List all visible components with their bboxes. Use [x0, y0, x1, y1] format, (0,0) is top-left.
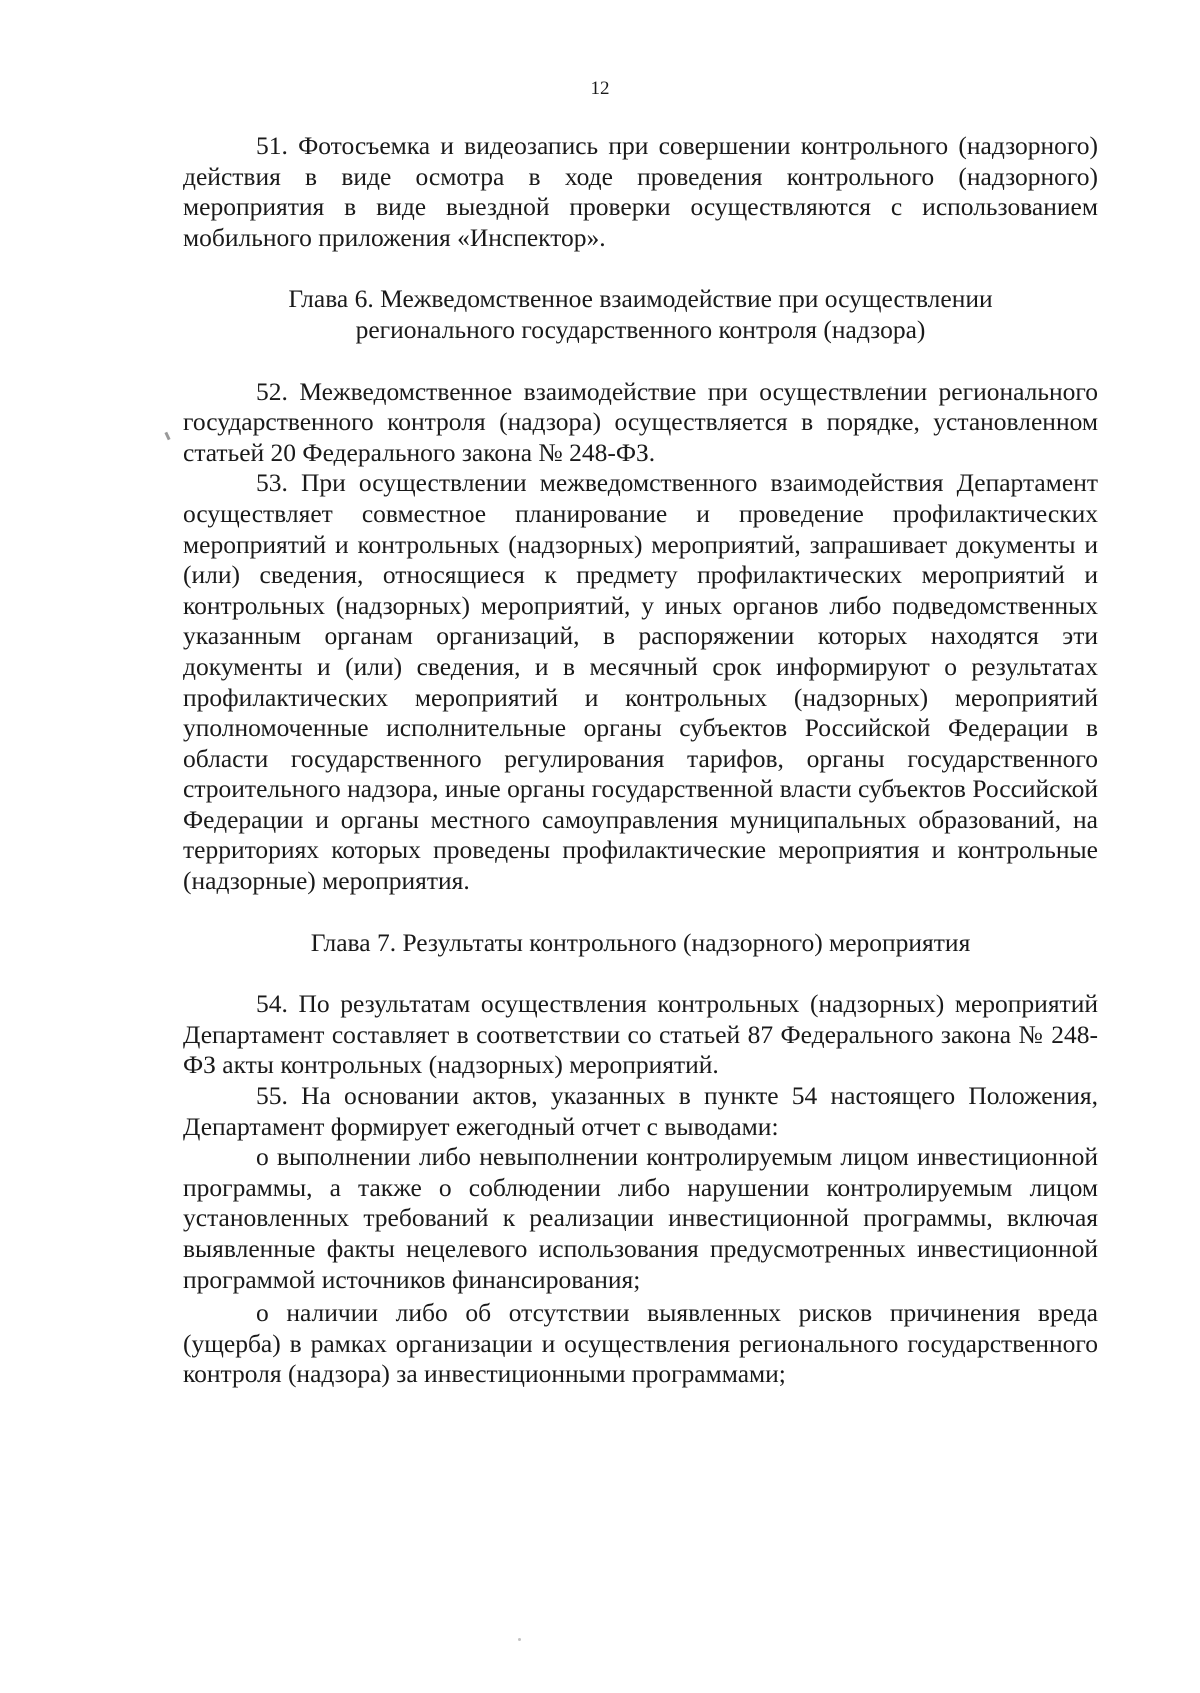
- scan-artifact: [164, 432, 170, 441]
- chapter-6-heading-line-1: Глава 6. Межведомственное взаимодействие при осуществлении: [288, 284, 993, 314]
- paragraph-52: 52. Межведомственное взаимодействие при осуществлении регионального государственного контроля (надзора) осуществляется в порядке, установленном статьей 20 Федерального закона № 248-ФЗ.: [183, 376, 1098, 467]
- scan-artifact: [518, 1638, 521, 1641]
- chapter-7-heading: Глава 7. Результаты контрольного (надзорного) мероприятия: [310, 927, 971, 957]
- paragraph-51: 51. Фотосъемка и видеозапись при совершении контрольного (надзорного) действия в виде осмотра в ходе проведения контрольного (надзорного) мероприятия в виде выездной проверки осуществляются с использованием мобильного приложения «Инспектор».: [183, 131, 1098, 252]
- document-body: [183, 131, 1098, 1390]
- paragraph-53: 53. При осуществлении межведомственного взаимодействия Департамент осуществляет совместное планирование и проведение профилактических мероприятий и контрольных (надзорных) мероприятий, запрашивает документы и (или) сведения, относящиеся к предмету профилактических мероприятий и контрольных (надзорных) мероприятий, у иных органов либо подведомственных указанным органам организаций, в распоряжении которых находятся эти документы и (или) сведения, и в месячный срок информируют о результатах профилактических мероприятий и контрольных (надзорных) мероприятий уполномоченные исполнительные органы субъектов Российской Федерации в области государственного регулирования тарифов, органы государственного строительного надзора, иные органы государственной власти субъектов Российской Федерации и органы местного самоуправления муниципальных образований, на территориях которых проведены профилактические мероприятия и контрольные (надзорные) мероприятия.: [183, 468, 1098, 896]
- paragraph-55-item-1: о выполнении либо невыполнении контролируемым лицом инвестиционной программы, а также о соблюдении либо нарушении контролируемым лицом установленных требований к реализации инвестиционной программы, включая выявленные факты нецелевого использования предусмотренных инвестиционной программой источников финансирования;: [183, 1142, 1098, 1294]
- paragraph-54: 54. По результатам осуществления контрольных (надзорных) мероприятий Департамент составляет в соответствии со статьей 87 Федерального закона № 248-ФЗ акты контрольных (надзорных) мероприятий.: [183, 989, 1098, 1080]
- paragraph-55: 55. На основании актов, указанных в пункте 54 настоящего Положения, Департамент формирует ежегодный отчет с выводами:: [183, 1081, 1098, 1141]
- page-number: 12: [590, 78, 610, 99]
- paragraph-55-item-2: о наличии либо об отсутствии выявленных рисков причинения вреда (ущерба) в рамках организации и осуществления регионального государственного контроля (надзора) за инвестиционными программами;: [183, 1298, 1098, 1389]
- chapter-6-heading-line-2: регионального государственного контроля (надзора): [355, 314, 926, 344]
